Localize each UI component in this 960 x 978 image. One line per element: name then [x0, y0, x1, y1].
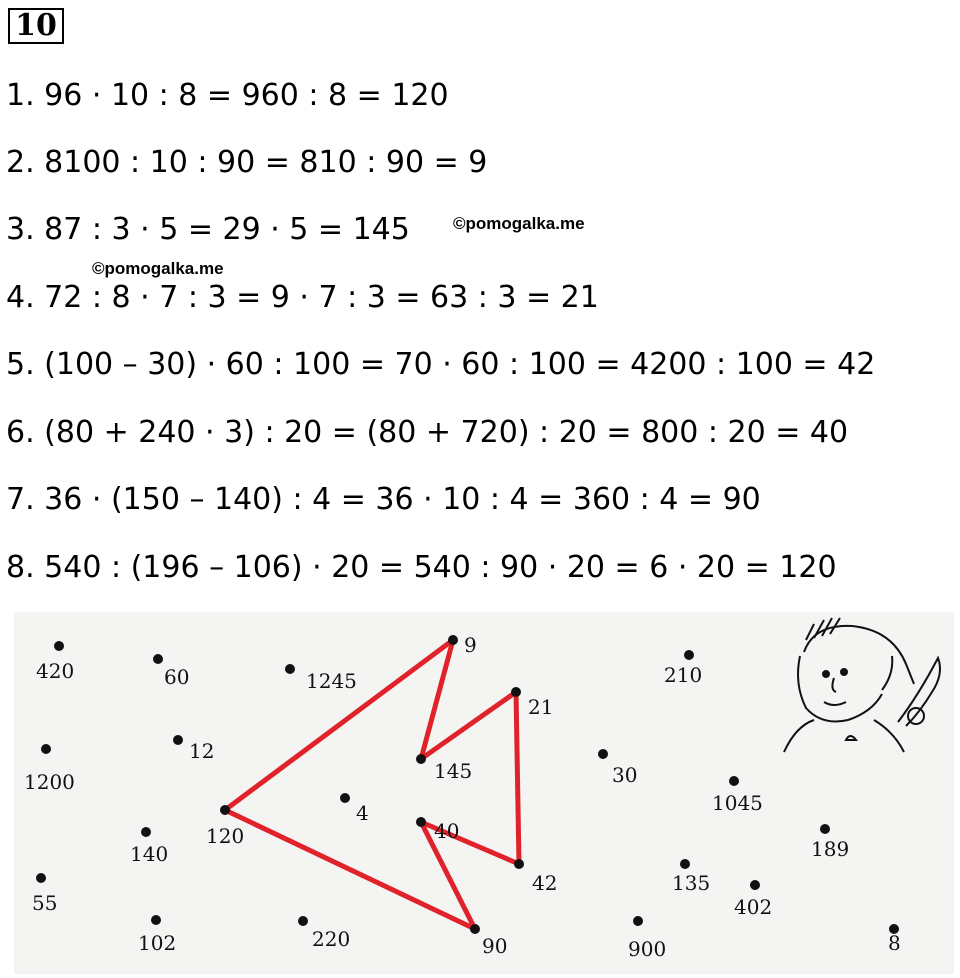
puzzle-dot-189: [820, 824, 830, 834]
puzzle-dot-210: [684, 650, 694, 660]
puzzle-label-60: 60: [164, 665, 190, 689]
puzzle-label-55: 55: [32, 891, 58, 915]
puzzle-dot-1045: [729, 776, 739, 786]
puzzle-label-42: 42: [532, 871, 558, 895]
equation-7: 7. 36 · (150 – 140) : 4 = 36 · 10 : 4 = 360 : 4 = 90: [6, 482, 761, 517]
puzzle-dot-30: [598, 749, 608, 759]
puzzle-label-9: 9: [464, 633, 477, 657]
puzzle-dot-40: [416, 817, 426, 827]
equation-2: 2. 8100 : 10 : 90 = 810 : 90 = 9: [6, 145, 488, 180]
equation-4: 4. 72 : 8 · 7 : 3 = 9 · 7 : 3 = 63 : 3 = 21: [6, 280, 599, 315]
puzzle-label-140: 140: [130, 842, 169, 866]
puzzle-label-40: 40: [434, 819, 460, 843]
puzzle-dot-12: [173, 735, 183, 745]
puzzle-dot-220: [298, 916, 308, 926]
puzzle-label-120: 120: [206, 824, 245, 848]
puzzle-label-1200: 1200: [24, 770, 75, 794]
equation-8: 8. 540 : (196 – 106) · 20 = 540 : 90 · 20 = 6 · 20 = 120: [6, 550, 837, 585]
puzzle-label-135: 135: [672, 871, 711, 895]
puzzle-label-1045: 1045: [712, 791, 763, 815]
puzzle-dot-1200: [41, 744, 51, 754]
puzzle-label-21: 21: [528, 695, 554, 719]
puzzle-dot-21: [511, 687, 521, 697]
puzzle-dot-140: [141, 827, 151, 837]
puzzle-label-4: 4: [356, 801, 369, 825]
watermark: ©pomogalka.me: [92, 259, 224, 278]
puzzle-label-210: 210: [664, 663, 703, 687]
puzzle-label-8: 8: [888, 931, 901, 955]
puzzle-dot-4: [340, 793, 350, 803]
puzzle-label-189: 189: [811, 837, 850, 861]
watermark: ©pomogalka.me: [453, 214, 585, 233]
puzzle-dot-9: [448, 635, 458, 645]
puzzle-dot-900: [633, 916, 643, 926]
puzzle-label-900: 900: [628, 937, 667, 961]
puzzle-label-145: 145: [434, 759, 473, 783]
puzzle-label-12: 12: [189, 739, 215, 763]
puzzle-dot-135: [680, 859, 690, 869]
puzzle-dot-145: [416, 754, 426, 764]
dot-puzzle-canvas: [14, 612, 954, 974]
equation-3: 3. 87 : 3 · 5 = 29 · 5 = 145: [6, 212, 410, 247]
equation-5: 5. (100 – 30) · 60 : 100 = 70 · 60 : 100 = 4200 : 100 = 42: [6, 347, 876, 382]
puzzle-dot-120: [220, 805, 230, 815]
solution-path: [225, 640, 519, 929]
equation-6: 6. (80 + 240 · 3) : 20 = (80 + 720) : 20 = 800 : 20 = 40: [6, 415, 849, 450]
puzzle-label-30: 30: [612, 763, 638, 787]
equation-1: 1. 96 · 10 : 8 = 960 : 8 = 120: [6, 78, 449, 113]
puzzle-label-402: 402: [734, 895, 773, 919]
puzzle-label-420: 420: [36, 659, 75, 683]
task-number: 10: [8, 8, 64, 44]
puzzle-dot-102: [151, 915, 161, 925]
dot-puzzle: [14, 612, 954, 974]
puzzle-dot-1245: [285, 664, 295, 674]
boy-illustration: [784, 618, 940, 752]
puzzle-label-1245: 1245: [306, 669, 357, 693]
puzzle-dot-60: [153, 654, 163, 664]
puzzle-dot-402: [750, 880, 760, 890]
puzzle-dot-42: [514, 859, 524, 869]
puzzle-label-90: 90: [482, 934, 508, 958]
puzzle-dot-55: [36, 873, 46, 883]
puzzle-dot-90: [470, 924, 480, 934]
puzzle-dot-420: [54, 641, 64, 651]
puzzle-label-102: 102: [138, 931, 177, 955]
puzzle-label-220: 220: [312, 927, 351, 951]
